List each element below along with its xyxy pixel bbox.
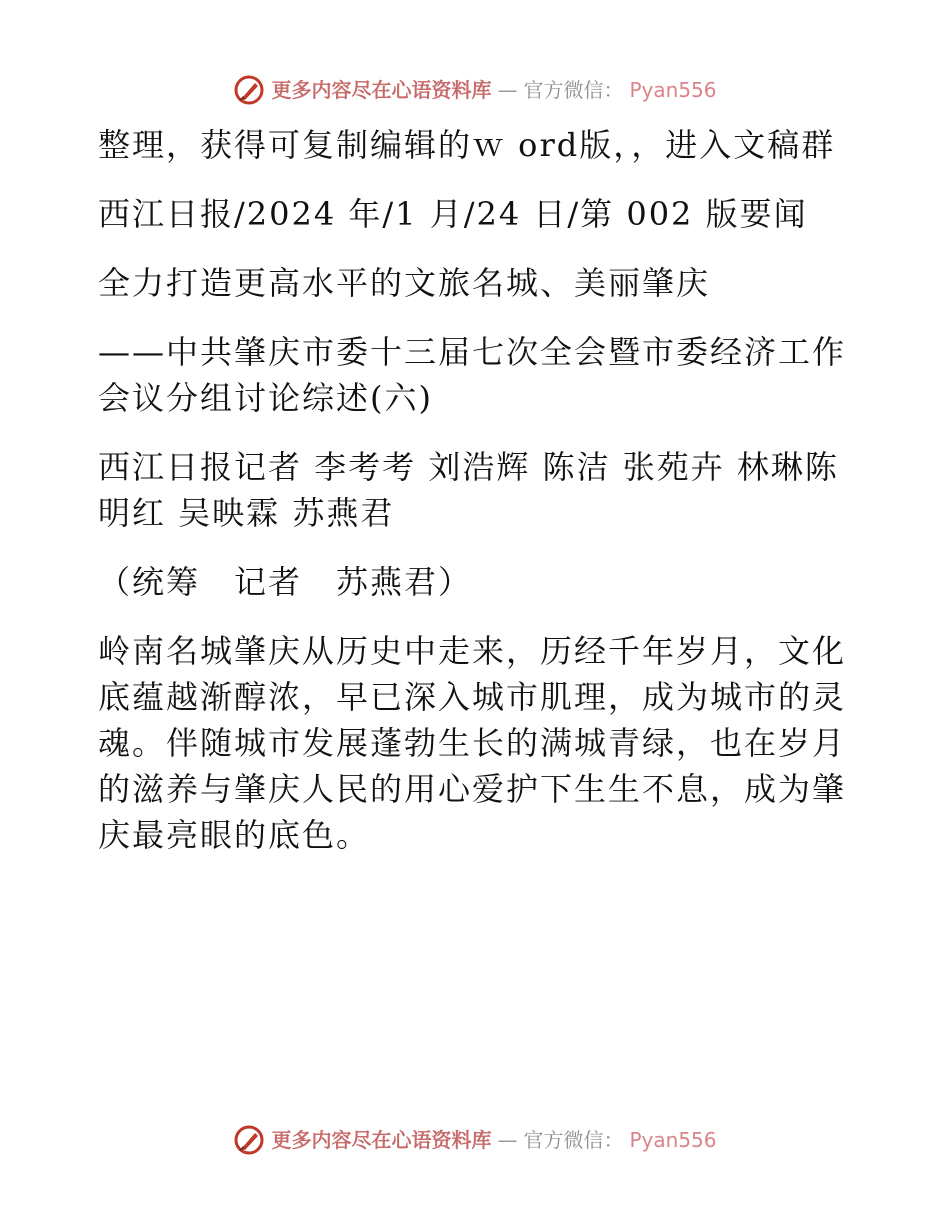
watermark-dash: — bbox=[497, 1128, 518, 1152]
watermark-dash: — bbox=[497, 78, 518, 102]
document-body bbox=[98, 122, 850, 881]
brush-logo-icon bbox=[233, 1124, 265, 1156]
body-paragraph: 岭南名城肇庆从历史中走来，历经千年岁月，文化底蕴越渐醇浓，早已深入城市肌理，成为城市的灵魂。伴随城市发展蓬勃生长的满城青绿，也在岁月的滋养与肇庆人民的用心爱护下生生不息，成为肇庆最亮眼的底色。 bbox=[98, 632, 847, 854]
watermark-wechat-id: Pyan556 bbox=[629, 1128, 717, 1152]
intro-note: 整理，获得可复制编辑的ｗ ord版，，进入文稿群 bbox=[98, 126, 836, 164]
byline-reporters: 西江日报记者 李考考 刘浩辉 陈洁 张苑卉 林琳陈明红 吴映霖 苏燕君 bbox=[98, 448, 839, 532]
footer-watermark bbox=[0, 1124, 950, 1156]
watermark-wechat-id: Pyan556 bbox=[629, 78, 717, 102]
watermark-sub-text: 官方微信： bbox=[523, 78, 624, 102]
source-line: 西江日报/2024 年/1 月/24 日/第 002 版要闻 bbox=[98, 195, 808, 233]
watermark-main-text: 更多内容尽在心语资料库 bbox=[271, 78, 492, 102]
watermark-sub-text: 官方微信： bbox=[523, 1128, 624, 1152]
brush-logo-icon bbox=[233, 74, 265, 106]
byline-coordinator: （统筹 记者 苏燕君） bbox=[98, 563, 473, 601]
article-subtitle: ——中共肇庆市委十三届七次全会暨市委经济工作会议分组讨论综述(六) bbox=[98, 333, 847, 417]
article-title: 全力打造更高水平的文旅名城、美丽肇庆 bbox=[98, 264, 711, 302]
header-watermark bbox=[0, 74, 950, 106]
watermark-main-text: 更多内容尽在心语资料库 bbox=[271, 1128, 492, 1152]
